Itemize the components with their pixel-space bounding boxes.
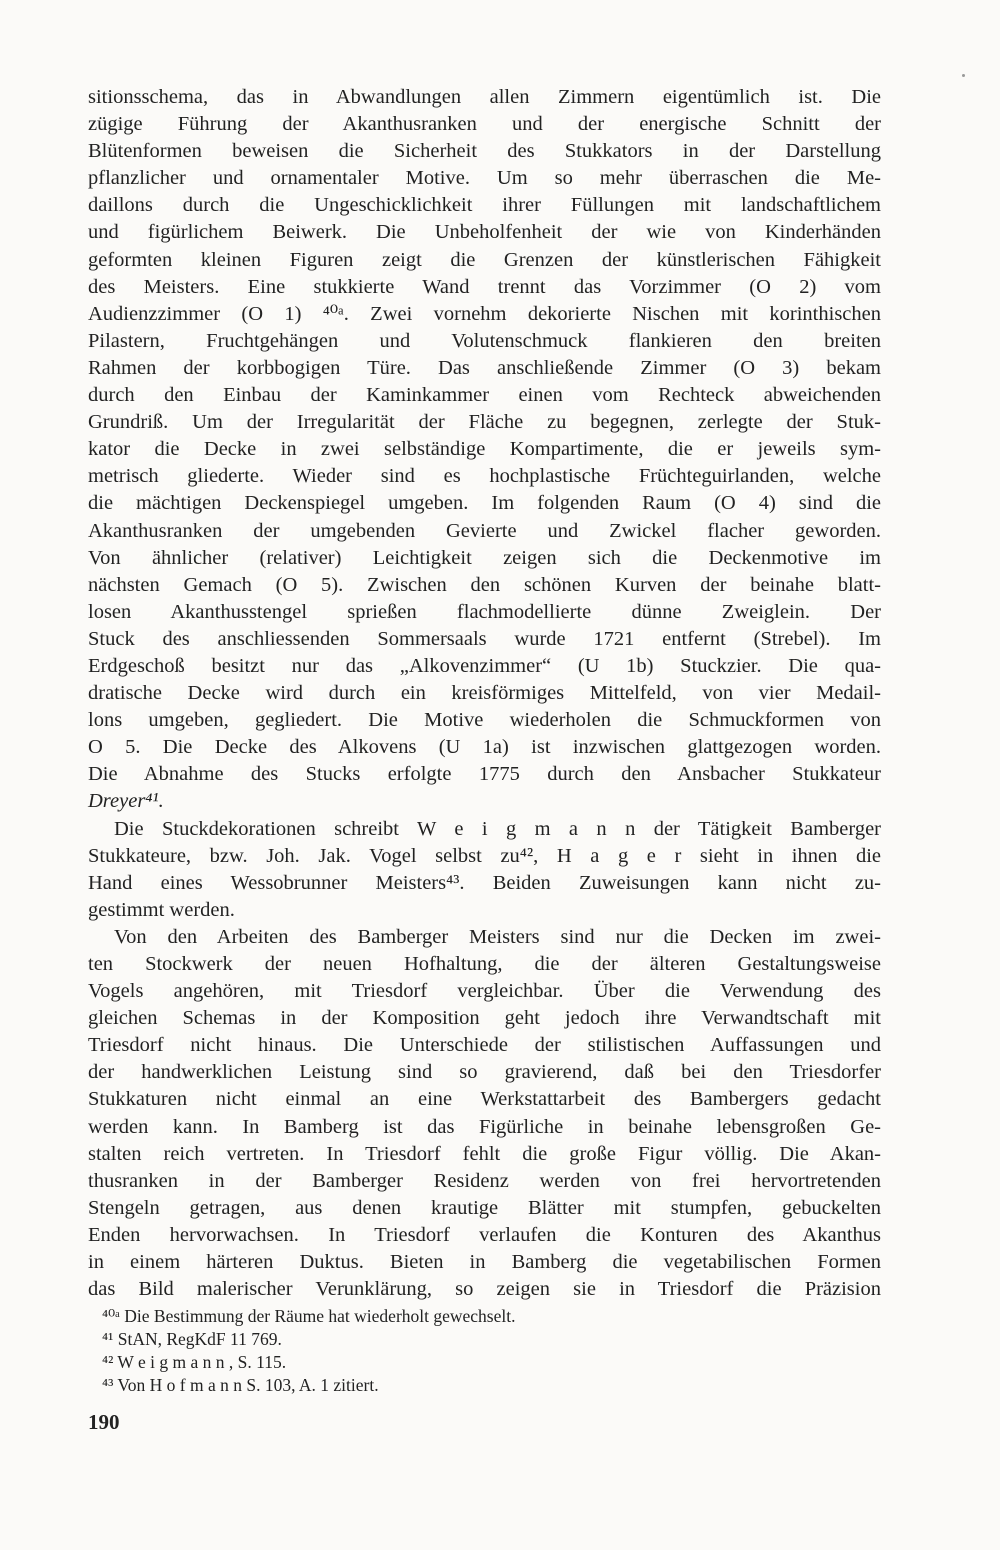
text-line: Von ähnlicher (relativer) Leichtigkeit zeigen sich die Deckenmotive im xyxy=(88,546,881,569)
body-text xyxy=(88,84,881,1303)
text-line: Triesdorf nicht hinaus. Die Unterschiede der stilistischen Auffassungen und xyxy=(88,1034,881,1057)
text-line: Pilastern, Fruchtgehängen und Volutenschmuck flankieren den breiten xyxy=(88,329,881,352)
text-line: geformten kleinen Figuren zeigt die Grenzen der künstlerischen Fähigkeit xyxy=(88,248,881,271)
paper-speck xyxy=(962,74,965,77)
text-line: Dreyer⁴¹. xyxy=(88,790,164,813)
text-line: ten Stockwerk der neuen Hofhaltung, die der älteren Gestaltungsweise xyxy=(88,953,881,975)
text-line: der handwerklichen Leistung sind so gravierend, daß bei den Triesdorfer xyxy=(88,1061,881,1084)
text-line: Audienzzimmer (O 1) ⁴⁰ᵃ. Zwei vornehm dekorierte Nischen mit korinthischen xyxy=(88,302,881,325)
text-line: Von den Arbeiten des Bamberger Meisters sind nur die Decken im zwei- xyxy=(114,925,881,948)
text-line: daillons durch die Ungeschicklichkeit ihrer Füllungen mit landschaftlichem xyxy=(88,194,881,217)
text-line: Hand eines Wessobrunner Meisters⁴³. Beiden Zuweisungen kann nicht zu- xyxy=(88,871,881,894)
text-line: lons umgeben, gegliedert. Die Motive wiederholen die Schmuckformen von xyxy=(88,709,881,732)
text-line: in einem härteren Duktus. Bieten in Bamberg die vegetabilischen Formen xyxy=(88,1251,881,1274)
text-line: sitionsschema, das in Abwandlungen allen Zimmern eigentümlich ist. Die xyxy=(88,86,881,108)
text-line: Stukkaturen nicht einmal an eine Werkstattarbeit des Bambergers gedacht xyxy=(88,1088,881,1111)
text-line: die mächtigen Deckenspiegel umgeben. Im folgenden Raum (O 4) sind die xyxy=(88,492,881,515)
text-line: das Bild malerischer Verunklärung, so zeigen sie in Triesdorf die Präzision xyxy=(88,1278,881,1301)
text-line: nächsten Gemach (O 5). Zwischen den schönen Kurven der beinahe blatt- xyxy=(88,573,881,596)
text-line: metrisch gliederte. Wieder sind es hochplastische Früchteguirlanden, welche xyxy=(88,465,881,488)
text-line: Vogels angehören, mit Triesdorf vergleichbar. Über die Verwendung des xyxy=(88,980,881,1003)
text-line: Blütenformen beweisen die Sicherheit des Stukkators in der Darstellung xyxy=(88,140,881,163)
text-line: zügige Führung der Akanthusranken und der energische Schnitt der xyxy=(88,113,881,136)
text-line: kator die Decke in zwei selbständige Kompartimente, die er jeweils sym- xyxy=(88,438,881,461)
footnote: ⁴³ Von H o f m a n n S. 103, A. 1 zitiert. xyxy=(102,1375,379,1395)
footnote: ⁴⁰ᵃ Die Bestimmung der Räume hat wiederholt gewechselt. xyxy=(102,1306,516,1326)
text-line: Enden hervorwachsen. In Triesdorf verlaufen die Konturen des Akanthus xyxy=(88,1223,881,1246)
text-line: werden kann. In Bamberg ist das Figürliche in beinahe lebensgroßen Ge- xyxy=(88,1115,881,1138)
text-line: pflanzlicher und ornamentaler Motive. Um so mehr überraschen die Me- xyxy=(88,167,881,190)
text-line: gleichen Schemas in der Komposition geht jedoch ihre Verwandtschaft mit xyxy=(88,1007,881,1030)
text-line: und figürlichem Beiwerk. Die Unbeholfenheit der wie von Kinderhänden xyxy=(88,221,881,244)
footnote: ⁴² W e i g m a n n , S. 115. xyxy=(102,1352,287,1372)
text-line: des Meisters. Eine stukkierte Wand trennt das Vorzimmer (O 2) vom xyxy=(88,275,881,298)
footnote: ⁴¹ StAN, RegKdF 11 769. xyxy=(102,1329,282,1349)
text-line: Stuck des anschliessenden Sommersaals wurde 1721 entfernt (Strebel). Im xyxy=(88,627,881,650)
text-line: Erdgeschoß besitzt nur das „Alkovenzimmer“ (U 1b) Stuckzier. Die qua- xyxy=(88,654,881,677)
text-line: Rahmen der korbbogigen Türe. Das anschließende Zimmer (O 3) bekam xyxy=(88,356,881,379)
text-line: stalten reich vertreten. In Triesdorf fehlt die große Figur völlig. Die Akan- xyxy=(88,1142,881,1165)
text-line: Akanthusranken der umgebenden Gevierte und Zwickel flacher geworden. xyxy=(88,519,881,542)
text-line: Stukkateure, bzw. Joh. Jak. Vogel selbst zu⁴², H a g e r sieht in ihnen die xyxy=(88,844,881,867)
text-line: Stengeln getragen, aus denen krautige Blätter mit stumpfen, gebuckelten xyxy=(88,1196,881,1219)
page-number: 190 xyxy=(88,1410,120,1434)
text-line: dratische Decke wird durch ein kreisförmiges Mittelfeld, von vier Medail- xyxy=(88,682,881,705)
text-line: Die Stuckdekorationen schreibt W e i g m a n n der Tätigkeit Bamberger xyxy=(114,817,881,840)
text-line: O 5. Die Decke des Alkovens (U 1a) ist inzwischen glattgezogen worden. xyxy=(88,736,881,759)
text-line: thusranken in der Bamberger Residenz werden von frei hervortretenden xyxy=(88,1169,881,1192)
text-line: Die Abnahme des Stucks erfolgte 1775 durch den Ansbacher Stukkateur xyxy=(88,763,881,786)
text-line: losen Akanthusstengel sprießen flachmodellierte dünne Zweiglein. Der xyxy=(88,600,881,623)
footnotes xyxy=(102,1305,802,1397)
text-line: gestimmt werden. xyxy=(88,898,235,921)
text-line: Grundriß. Um der Irregularität der Fläche zu begegnen, zerlegte der Stuk- xyxy=(88,411,881,434)
text-line: durch den Einbau der Kaminkammer einen vom Rechteck abweichenden xyxy=(88,384,881,407)
